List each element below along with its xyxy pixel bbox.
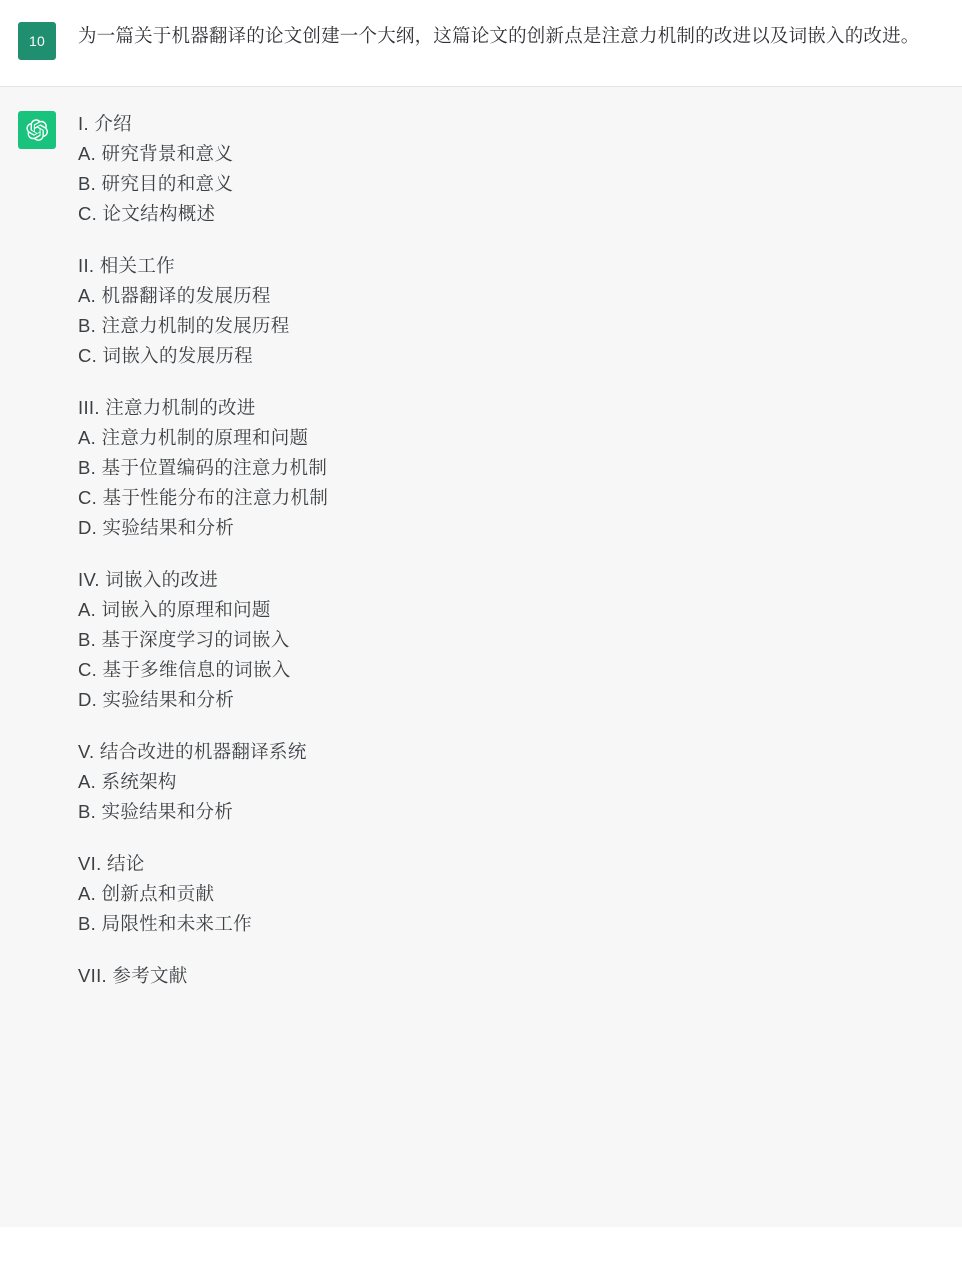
outline-item: B. 局限性和未来工作 [78,912,252,934]
outline-item: C. 词嵌入的发展历程 [78,344,253,366]
outline-heading: I. 介绍 [78,112,132,134]
user-message-text: 为一篇关于机器翻译的论文创建一个大纲，这篇论文的创新点是注意力机制的改进以及词嵌入的改进。 [78,25,920,46]
outline-section [78,737,932,827]
outline-item: A. 研究背景和意义 [78,142,234,164]
user-message-bubble [78,20,932,52]
assistant-message-row [0,87,962,1227]
outline-section [78,393,932,543]
outline-item: B. 基于位置编码的注意力机制 [78,456,328,478]
outline-section [78,961,932,991]
user-message-row [0,0,962,86]
outline-item: A. 机器翻译的发展历程 [78,284,271,306]
outline-section [78,565,932,715]
outline-item: A. 注意力机制的原理和问题 [78,426,309,448]
outline-item: B. 研究目的和意义 [78,172,234,194]
outline-item: B. 注意力机制的发展历程 [78,314,290,336]
outline-item: D. 实验结果和分析 [78,516,235,538]
outline-item: C. 基于性能分布的注意力机制 [78,486,329,508]
outline-item: A. 系统架构 [78,770,177,792]
outline-content [78,109,932,991]
outline-item: D. 实验结果和分析 [78,688,235,710]
outline-item: B. 基于深度学习的词嵌入 [78,628,290,650]
outline-section [78,849,932,939]
outline-item: A. 创新点和贡献 [78,882,215,904]
user-number-avatar [18,22,56,60]
outline-item: C. 论文结构概述 [78,202,216,224]
outline-heading: III. 注意力机制的改进 [78,396,256,418]
outline-item: C. 基于多维信息的词嵌入 [78,658,291,680]
outline-section [78,251,932,371]
outline-heading: VI. 结论 [78,852,145,874]
openai-logo-icon [18,111,56,149]
outline-heading: II. 相关工作 [78,254,175,276]
outline-item: B. 实验结果和分析 [78,800,234,822]
outline-heading: VII. 参考文献 [78,964,188,986]
outline-heading: IV. 词嵌入的改进 [78,568,219,590]
user-avatar-label: 10 [29,33,45,49]
outline-heading: V. 结合改进的机器翻译系统 [78,740,307,762]
outline-section [78,109,932,229]
assistant-message-bubble [78,109,932,991]
outline-item: A. 词嵌入的原理和问题 [78,598,271,620]
